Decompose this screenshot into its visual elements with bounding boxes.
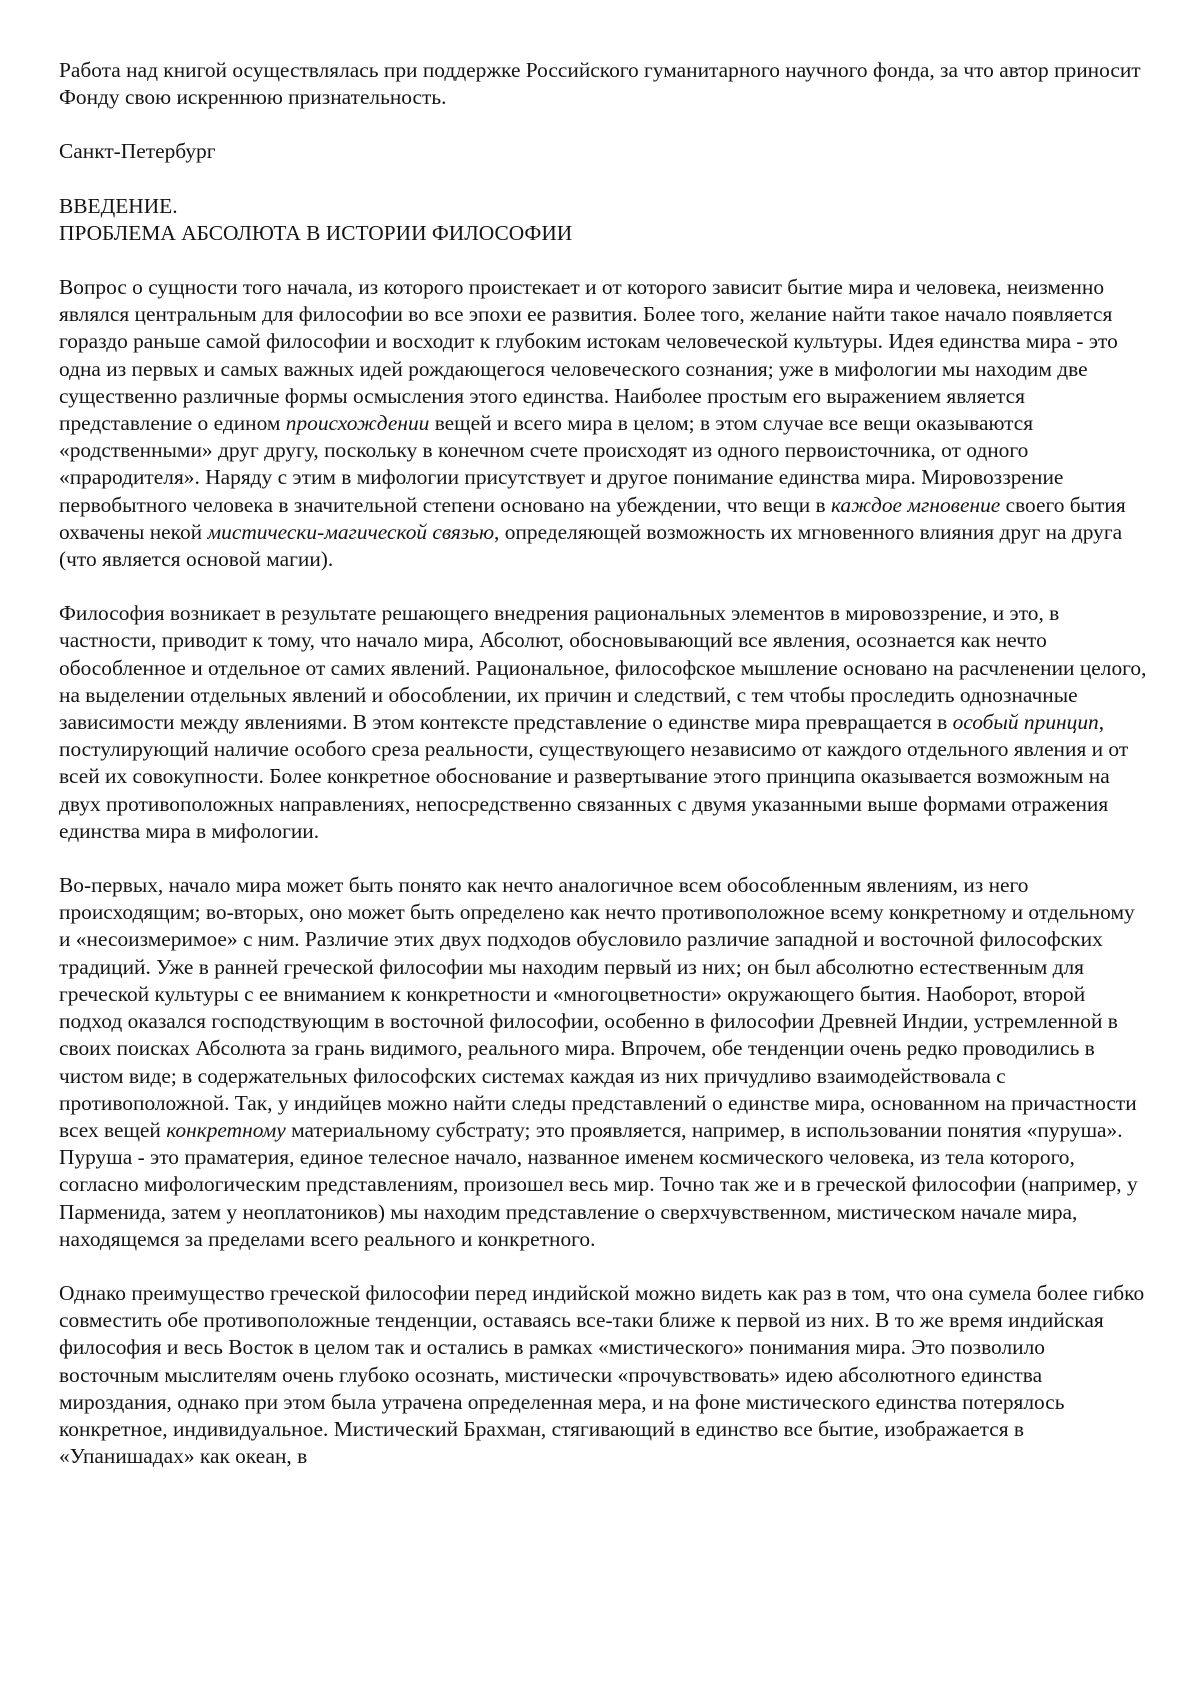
- paragraph-1-emphasis-2: каждое мгновение: [830, 492, 1001, 517]
- heading-line-2: ПРОБЛЕМА АБСОЛЮТА В ИСТОРИИ ФИЛОСОФИИ: [59, 220, 573, 245]
- paragraph-2-text-b: , постулирующий наличие особого среза реальности, существующего независимо от каждого отдельного явления и от всей их совокупности. Более конкретное обоснование и развертывание этого принципа оказывается возможным на двух противоположных направлениях, непосредственно связанных с двумя указанными выше формами отражения единства мира в мифологии.: [59, 710, 1129, 843]
- paragraph-1-text-d: , определяющей возможность их мгновенного влияния друг на друга (что является основой магии).: [59, 519, 1123, 572]
- paragraph-1-text-b: вещей и всего мира в целом; в этом случае все вещи оказываются «родственными» друг другу, поскольку в конечном счете происходят из одного первоисточника, от одного «прародителя». Наряду с этим в мифологии присутствует и другое понимание единства мира. Мировоззрение первобытного человека в значительной степени основано на убеждении, что вещи в: [59, 411, 1064, 517]
- document-page: [59, 57, 1149, 1497]
- paragraph-3-text-a: Во-первых, начало мира может быть понято как нечто аналогичное всем обособленным явлениям, из него происходящим; во-вторых, оно может быть определено как нечто противоположное всему конкретному и отдельному и «несоизмеримое» с ним. Различие этих двух подходов обусловило различие западной и восточной философских традиций. Уже в ранней греческой философии мы находим первый из них; он был абсолютно естественным для греческой культуры с ее вниманием к конкретности и «многоцветности» окружающего бытия. Наоборот, второй подход оказался господствующим в восточной философии, особенно в философии Древней Индии, устремленной в своих поисках Абсолюта за грань видимого, реального мира. Впрочем, обе тенденции очень редко проводились в чистом виде; в содержательных философских системах каждая из них причудливо взаимодействовала с противоположной. Так, у индийцев можно найти следы представлений о единстве мира, основанном на причастности всех вещей: [59, 873, 1137, 1142]
- paragraph-2-text-a: Философия возникает в результате решающего внедрения рациональных элементов в мировоззрение, и это, в частности, приводит к тому, что начало мира, Абсолют, обосновывающий все явления, осознается как нечто обособленное и отдельное от самих явлений. Рациональное, философское мышление основано на расчленении целого, на выделении отдельных явлений и обособлении, их причин и следствий, с тем чтобы проследить однозначные зависимости между явлениями. В этом контексте представление о единстве мира превращается в: [59, 601, 1147, 735]
- paragraph-1: [59, 274, 1149, 573]
- paragraph-2-emphasis-1: особый принцип: [952, 710, 1099, 735]
- paragraph-4: Однако преимущество греческой философии перед индийской можно видеть как раз в том, что она сумела более гибко совместить обе противоположные тенденции, оставаясь все-таки ближе к первой из них. В то же время индийская философия и весь Восток в целом так и остались в рамках «мистического» понимания мира. Это позволило восточным мыслителям очень глубоко осознать, мистически «прочувствовать» идею абсолютного единства мироздания, однако при этом была утрачена определенная мера, и на фоне мистического единства потерялось конкретное, индивидуальное. Мистический Брахман, стягивающий в единство все бытие, изображается в «Упанишадах» как океан, в: [59, 1280, 1145, 1469]
- paragraph-1-emphasis-1: происхождении: [285, 411, 430, 436]
- paragraph-3: [59, 872, 1149, 1253]
- heading-line-1: ВВЕДЕНИЕ.: [59, 193, 178, 218]
- paragraph-2: [59, 600, 1149, 845]
- paragraph-3-emphasis-1: конкретному: [166, 1117, 286, 1142]
- paragraph-1-text-c: своего бытия охвачены некой: [59, 492, 1126, 544]
- paragraph-1-emphasis-3: мистически-магической связью: [207, 519, 495, 544]
- paragraph-1-text-a: Вопрос о сущности того начала, из которого проистекает и от которого зависит бытие мира и человека, неизменно являлся центральным для философии во все эпохи ее развития. Более того, желание найти такое начало появляется гораздо раньше самой философии и восходит к глубоким истокам человеческой культуры. Идея единства мира - это одна из первых и самых важных идей рождающегося человеческого сознания; уже в мифологии мы находим две существенно различные формы осмысления этого единства. Наиболее простым его выражением является представление о едином: [59, 275, 1118, 436]
- paragraph-3-text-b: материальному субстрату; это проявляется, например, в использовании понятия «пуруша». Пуруша - это праматерия, единое телесное начало, названное именем космического человека, из тела которого, согласно мифологическим представлениям, произошел весь мир. Точно так же и в греческой философии (например, у Парменида, затем у неоплатоников) мы находим представление о сверхчувственном, мистическом начале мира, находящемся за пределами всего реального и конкретного.: [59, 1117, 1138, 1251]
- city-line: Санкт-Петербург: [59, 139, 216, 164]
- acknowledgment-paragraph: Работа над книгой осуществлялась при поддержке Российского гуманитарного научного фонда, за что автор приносит Фонду свою искреннюю признательность.: [59, 58, 1141, 110]
